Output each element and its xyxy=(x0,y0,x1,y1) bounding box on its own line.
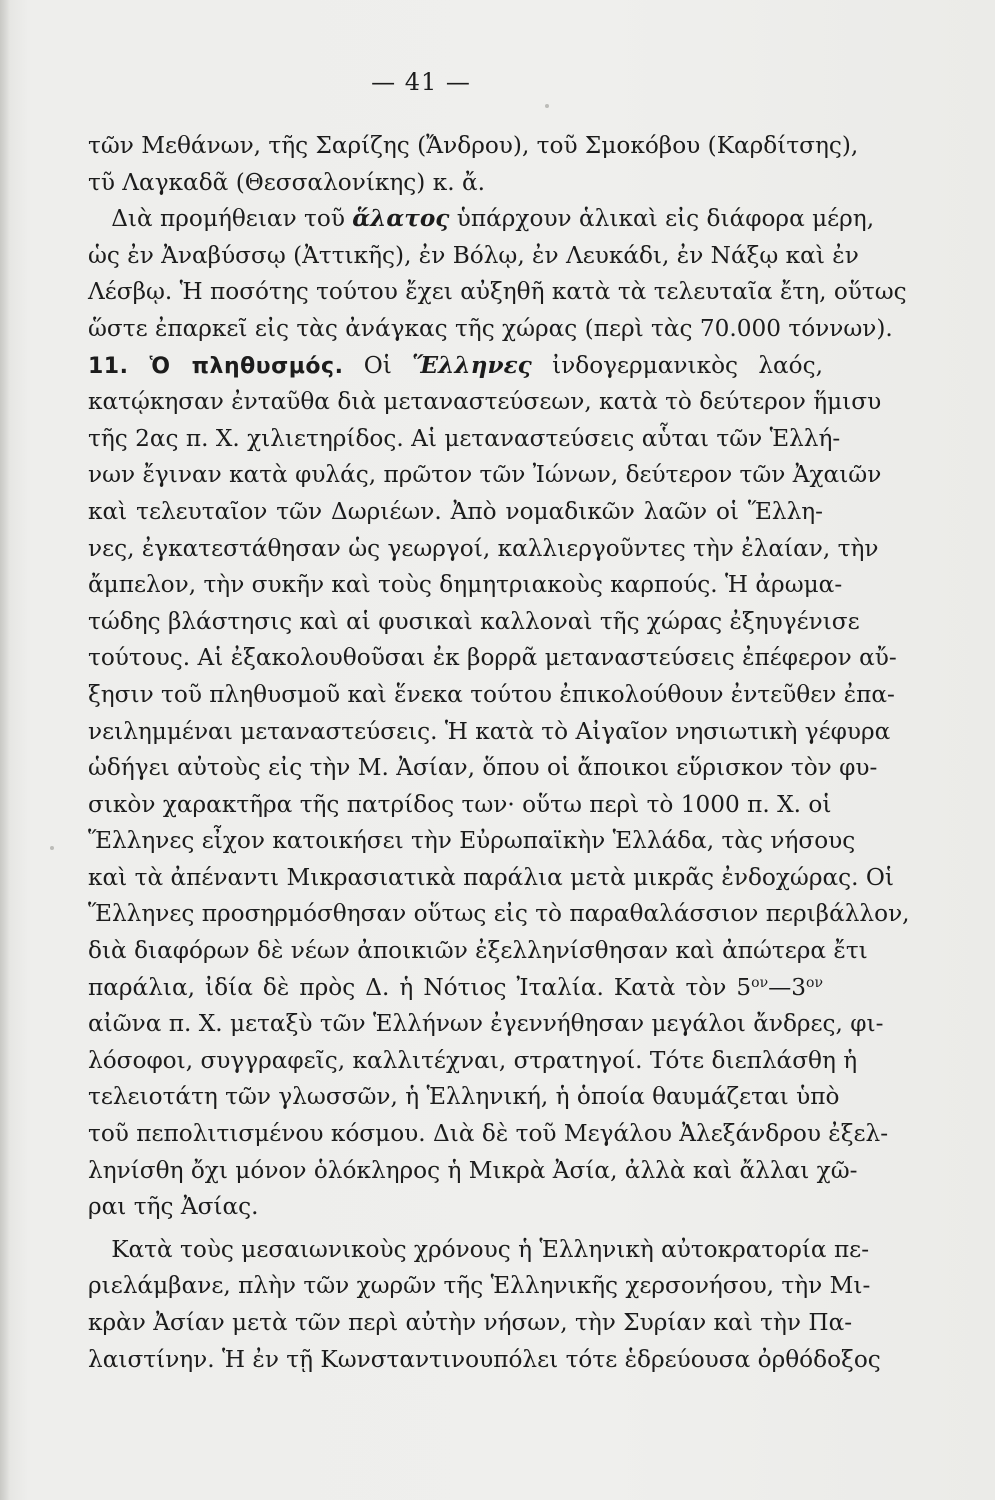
text-line: κρὰν Ἀσίαν μετὰ τῶν περὶ αὐτὴν νήσων, τὴν Συρίαν καὶ τὴν Πα- xyxy=(88,1309,853,1336)
text-line: τελειοτάτη τῶν γλωσσῶν, ἡ Ἑλληνική, ἡ ὁποία θαυμάζεται ὑπὸ xyxy=(88,1083,840,1111)
text-line: καὶ τελευταῖον τῶν Δωριέων. Ἀπὸ νομαδικῶν λαῶν οἱ Ἕλλη- xyxy=(88,497,823,525)
page-number: — 41 — xyxy=(371,68,471,96)
ordinal-suffix: ον xyxy=(806,974,823,991)
text-line: τώδης βλάστησις καὶ αἱ φυσικαὶ καλλοναὶ τῆς χώρας ἐξηυγένισε xyxy=(88,607,860,635)
section-heading: 11. Ὁ πληθυσμός. xyxy=(88,353,344,379)
text-line: ἄμπελον, τὴν συκῆν καὶ τοὺς δημητριακοὺς καρπούς. Ἡ ἀρωμα- xyxy=(88,571,843,599)
text-line: διὰ διαφόρων δὲ νέων ἀποικιῶν ἐξελληνίσθησαν καὶ ἀπώτερα ἔτι xyxy=(88,937,868,965)
text-line: ληνίσθη ὄχι μόνον ὁλόκληρος ἡ Μικρὰ Ἀσία, ἀλλὰ καὶ ἄλλαι χῶ- xyxy=(88,1156,858,1184)
section-heading-line xyxy=(88,348,823,385)
italy-line-mid: —3 xyxy=(768,973,807,1001)
text-line: τούτους. Αἱ ἐξακολουθοῦσαι ἐκ βορρᾶ μεταναστεύσεις ἐπέφερον αὔ- xyxy=(88,644,897,672)
italy-line xyxy=(88,970,823,1007)
text-line: κατῴκησαν ἐνταῦθα διὰ μεταναστεύσεων, κατὰ τὸ δεύτερον ἥμισυ xyxy=(88,388,882,416)
medieval-line-text: Κατὰ τοὺς μεσαιωνικοὺς χρόνους ἡ Ἑλληνικὴ αὐτοκρατορία πε- xyxy=(111,1235,870,1263)
text-line: τῶν Μεθάνων, τῆς Σαρίζης (Ἄνδρου), τοῦ Σμοκόβου (Καρδίτσης), xyxy=(88,132,859,159)
text-line: νες, ἐγκατεστάθησαν ὡς γεωργοί, καλλιεργοῦντες τὴν ἐλαίαν, τὴν xyxy=(88,534,879,562)
text-line: Ἕλληνες εἶχον κατοικήσει τὴν Εὐρωπαϊκὴν Ἑλλάδα, τὰς νήσους xyxy=(88,827,856,855)
text-line: νειλημμέναι μεταναστεύσεις. Ἡ κατὰ τὸ Αἰγαῖον νησιωτικὴ γέφυρα xyxy=(88,717,891,745)
text-line: ὡδήγει αὐτοὺς εἰς τὴν Μ. Ἀσίαν, ὅπου οἱ ἄποικοι εὕρισκον τὸν φυ- xyxy=(88,754,878,782)
page-edge-shadow xyxy=(0,0,10,1500)
text-line: ριελάμβανε, πλὴν τῶν χωρῶν τῆς Ἑλληνικῆς χερσονήσου, τὴν Μι- xyxy=(88,1272,871,1300)
text-line: τῦ Λαγκαδᾶ (Θεσσαλονίκης) κ. ἄ. xyxy=(88,168,485,196)
text-line: ὥστε ἐπαρκεῖ εἰς τὰς ἀνάγκας τῆς χώρας (περὶ τὰς 70.000 τόννων). xyxy=(88,314,893,342)
text-line: ραι τῆς Ἀσίας. xyxy=(88,1193,259,1221)
text-line: λαιστίνην. Ἡ ἐν τῇ Κωνσταντινουπόλει τότε ἑδρεύουσα ὀρθόδοξος xyxy=(88,1345,881,1373)
italy-line-before: παράλια, ἰδία δὲ πρὸς Δ. ἡ Νότιος Ἰταλία. Κατὰ τὸν 5 xyxy=(88,973,752,1001)
section-term: Ἕλληνες xyxy=(412,351,532,379)
ordinal-suffix: ον xyxy=(751,974,769,991)
section-line-before: Οἱ xyxy=(343,351,413,379)
text-line: τῆς 2ας π. Χ. χιλιετηρίδος. Αἱ μεταναστεύσεις αὗται τῶν Ἑλλή- xyxy=(88,424,841,452)
text-line: λόσοφοι, συγγραφεῖς, καλλιτέχναι, στρατηγοί. Τότε διεπλάσθη ἡ xyxy=(88,1046,858,1074)
text-line: Ἕλληνες προσηρμόσθησαν οὕτως εἰς τὸ παραθαλάσσιον περιβάλλον, xyxy=(88,900,910,928)
text-line: ὡς ἐν Ἀναβύσσῳ (Ἀττικῆς), ἐν Βόλῳ, ἐν Λευκάδι, ἐν Νάξῳ καὶ ἐν xyxy=(88,241,859,269)
salt-term: ἅλατος xyxy=(352,205,450,233)
ink-speck xyxy=(50,846,54,850)
text-line: σικὸν χαρακτῆρα τῆς πατρίδος των· οὕτω περὶ τὸ 1000 π. Χ. οἱ xyxy=(88,790,832,818)
text-line: αἰῶνα π. Χ. μεταξὺ τῶν Ἑλλήνων ἐγεννήθησαν μεγάλοι ἄνδρες, φι- xyxy=(88,1010,884,1038)
salt-line-before: Διὰ προμήθειαν τοῦ xyxy=(111,205,353,233)
salt-line-after: ὑπάρχουν ἁλικαὶ εἰς διάφορα μέρη, xyxy=(449,205,875,233)
salt-paragraph-line xyxy=(88,201,875,238)
text-line: καὶ τὰ ἀπέναντι Μικρασιατικὰ παράλια μετὰ μικρᾶς ἐνδοχώρας. Οἱ xyxy=(88,863,894,891)
text-line: τοῦ πεπολιτισμένου κόσμου. Διὰ δὲ τοῦ Μεγάλου Ἀλεξάνδρου ἐξελ- xyxy=(88,1120,889,1148)
text-line: νων ἔγιναν κατὰ φυλάς, πρῶτον τῶν Ἰώνων, δεύτερον τῶν Ἀχαιῶν xyxy=(88,461,882,489)
body-text xyxy=(88,128,910,1378)
text-line: Λέσβῳ. Ἡ ποσότης τούτου ἔχει αὐξηθῆ κατὰ τὰ τελευταῖα ἔτη, οὕτως xyxy=(88,278,907,306)
medieval-paragraph-line xyxy=(88,1232,870,1269)
section-line-after: ἰνδογερμανικὸς λαός, xyxy=(531,351,823,379)
ink-speck xyxy=(545,104,549,108)
text-line: ξησιν τοῦ πληθυσμοῦ καὶ ἕνεκα τούτου ἐπικολούθουν ἐντεῦθεν ἐπα- xyxy=(88,680,895,708)
